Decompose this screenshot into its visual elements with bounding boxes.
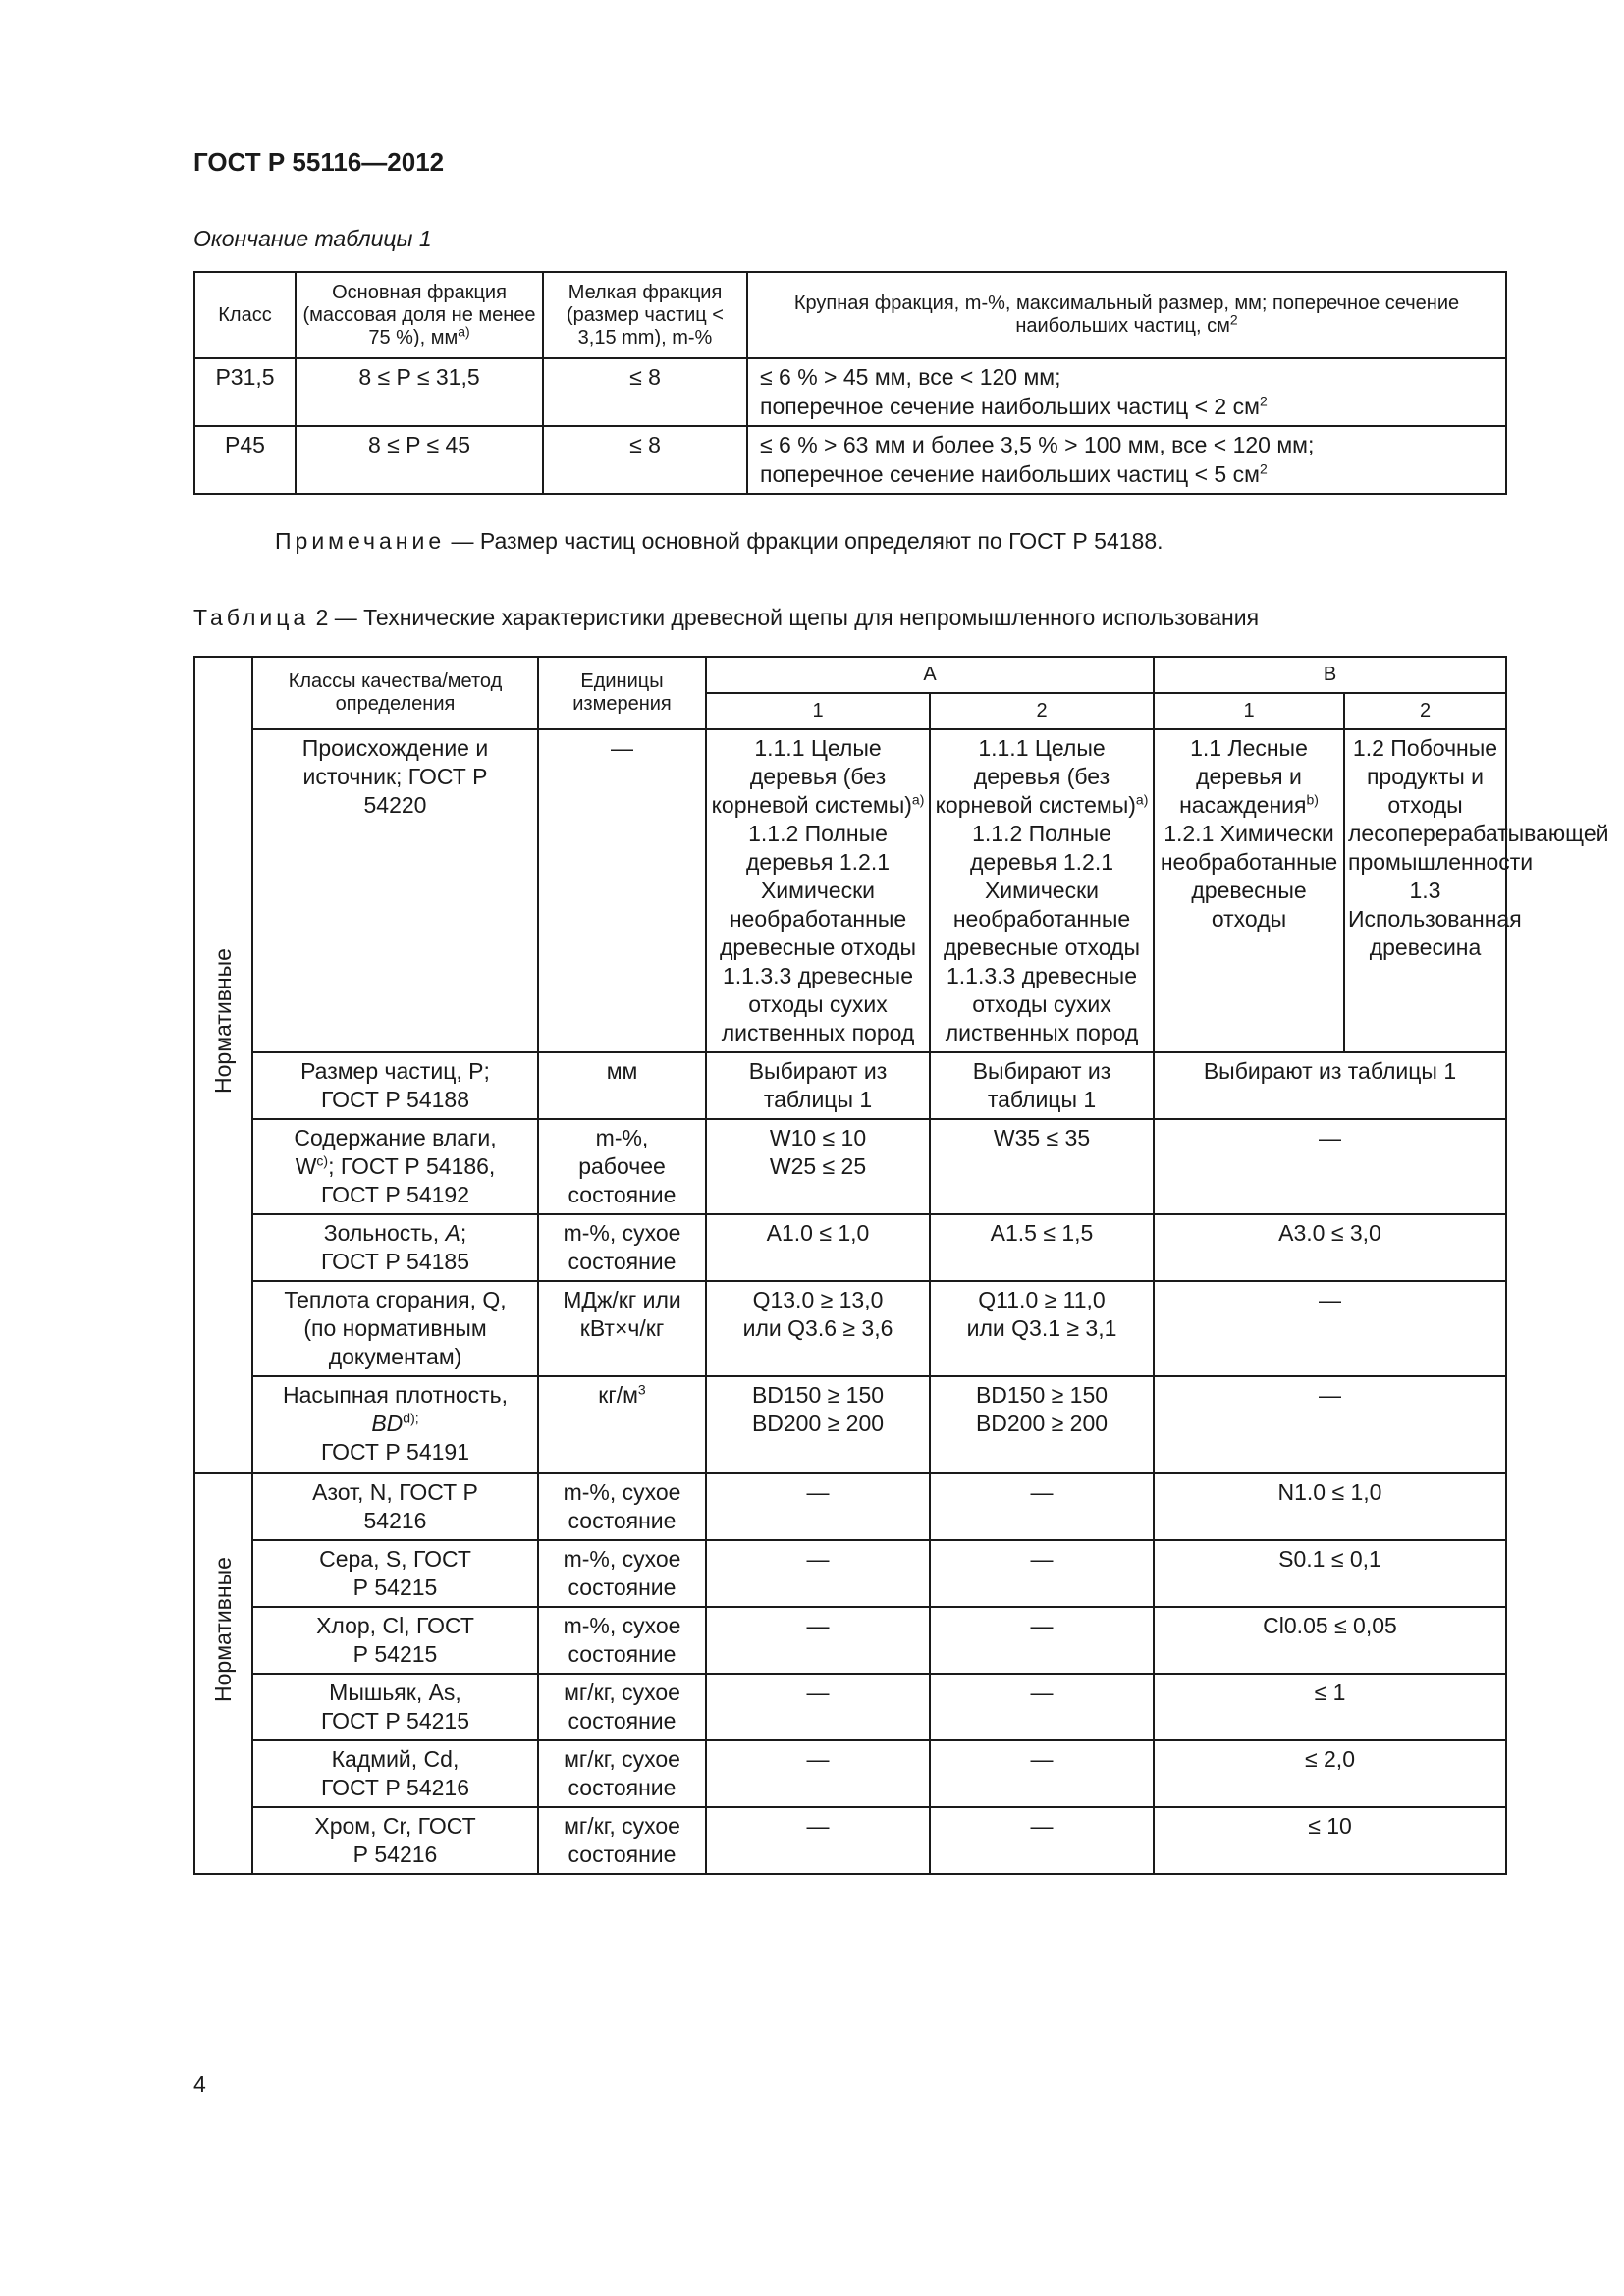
t1-header-class: Класс [194, 272, 296, 358]
document-header: ГОСТ Р 55116—2012 [193, 147, 445, 177]
t2-header-A: А [706, 657, 1154, 693]
t1-header-fine-fraction: Мелкая фракция (размер частиц < 3,15 mm), m-% [543, 272, 747, 358]
t1-coarse: ≤ 6 % > 63 мм и более 3,5 % > 100 мм, все < 120 мм; поперечное сечение наибольших частиц < 5 $см^2$ [747, 426, 1506, 494]
element-units: m-%, сухое состояние [538, 1540, 706, 1607]
size-property: Размер частиц, P; ГОСТ Р 54188 [252, 1052, 538, 1119]
size-a1: Выбирают из таблицы 1 [706, 1052, 930, 1119]
element-a2: — [930, 1807, 1154, 1874]
table-row [194, 1214, 1506, 1281]
ash-units: m-%, сухое состояние [538, 1214, 706, 1281]
t1-class: P31,5 [194, 358, 296, 426]
table-row [194, 1473, 1506, 1540]
origin-property: Происхождение и источник; ГОСТ Р 54220 [252, 729, 538, 1052]
origin-a2: 1.1.1 Целые деревья (без корневой системы)$^{а)}$ 1.1.2 Полные деревья 1.2.1 Химически необработанные древесные отходы 1.1.3.3 древесные отходы сухих лиственных пород [930, 729, 1154, 1052]
element-b: ≤ 2,0 [1154, 1740, 1506, 1807]
table-row [194, 1052, 1506, 1119]
t2-header-A2: 2 [930, 693, 1154, 729]
group-normative-1: Нормативные [194, 657, 252, 1473]
origin-b1: 1.1 Лесные деревья и насаждения$^{b)}$ 1.2.1 Химически необработанные древесные отходы [1154, 729, 1344, 1052]
element-a2: — [930, 1740, 1154, 1807]
element-b: ≤ 1 [1154, 1674, 1506, 1740]
element-a1: — [706, 1807, 930, 1874]
group-normative-2: Нормативные [194, 1473, 252, 1874]
table1-note: Примечание — Размер частиц основной фракции определяют по ГОСТ Р 54188. [275, 528, 1164, 554]
table1 [193, 271, 1507, 495]
t2-header-units: Единицы измерения [538, 657, 706, 729]
density-property: Насыпная плотность, $BD^{d);}$ ГОСТ Р 54191 [252, 1376, 538, 1473]
table-row [194, 1607, 1506, 1674]
ash-b: A3.0 ≤ 3,0 [1154, 1214, 1506, 1281]
origin-b2: 1.2 Побочные продукты и отходы лесоперерабатывающей промышленности 1.3 Использованная древесина [1344, 729, 1506, 1052]
page-number: 4 [193, 2071, 206, 2097]
ash-a2: A1.5 ≤ 1,5 [930, 1214, 1154, 1281]
element-units: мг/кг, сухое состояние [538, 1740, 706, 1807]
size-b: Выбирают из таблицы 1 [1154, 1052, 1506, 1119]
element-a1: — [706, 1473, 930, 1540]
table-row [194, 1674, 1506, 1740]
table2-header-row [194, 657, 1506, 693]
element-property: Мышьяк, As, ГОСТ Р 54215 [252, 1674, 538, 1740]
element-units: мг/кг, сухое состояние [538, 1807, 706, 1874]
t1-header-coarse-fraction: Крупная фракция, m-%, максимальный размер, мм; поперечное сечение наибольших частиц, $см^2$ [747, 272, 1506, 358]
element-a2: — [930, 1674, 1154, 1740]
t1-fine: ≤ 8 [543, 358, 747, 426]
heat-b: — [1154, 1281, 1506, 1376]
element-a2: — [930, 1473, 1154, 1540]
element-b: N1.0 ≤ 1,0 [1154, 1473, 1506, 1540]
table-row [194, 426, 1506, 494]
element-a2: — [930, 1607, 1154, 1674]
moisture-units: m-%, рабочее состояние [538, 1119, 706, 1214]
heat-a1: Q13.0 ≥ 13,0 или Q3.6 ≥ 3,6 [706, 1281, 930, 1376]
ash-a1: A1.0 ≤ 1,0 [706, 1214, 930, 1281]
table-row [194, 1376, 1506, 1473]
element-a1: — [706, 1740, 930, 1807]
t2-header-property: Классы качества/метод определения [252, 657, 538, 729]
element-property: Хлор, Cl, ГОСТ Р 54215 [252, 1607, 538, 1674]
table-row [194, 729, 1506, 1052]
element-property: Кадмий, Cd, ГОСТ Р 54216 [252, 1740, 538, 1807]
t1-fine: ≤ 8 [543, 426, 747, 494]
table-row [194, 1740, 1506, 1807]
moisture-b: — [1154, 1119, 1506, 1214]
table1-header-row [194, 272, 1506, 358]
density-a2: BD150 ≥ 150 BD200 ≥ 200 [930, 1376, 1154, 1473]
t2-header-B2: 2 [1344, 693, 1506, 729]
element-property: Азот, N, ГОСТ Р 54216 [252, 1473, 538, 1540]
element-a1: — [706, 1540, 930, 1607]
heat-units: МДж/кг или кВт×ч/кг [538, 1281, 706, 1376]
density-b: — [1154, 1376, 1506, 1473]
heat-property: Теплота сгорания, Q, (по нормативным документам) [252, 1281, 538, 1376]
moisture-a1: W10 ≤ 10 W25 ≤ 25 [706, 1119, 930, 1214]
table2 [193, 656, 1609, 1875]
t1-class: P45 [194, 426, 296, 494]
t1-header-main-fraction: Основная фракция (массовая доля не менее 75 %), $мм^{а)}$ [296, 272, 543, 358]
ash-property: Зольность, A; ГОСТ Р 54185 [252, 1214, 538, 1281]
t1-main: 8 ≤ P ≤ 45 [296, 426, 543, 494]
moisture-property: Содержание влаги, $W^{с)}$; ГОСТ Р 54186, ГОСТ Р 54192 [252, 1119, 538, 1214]
t1-coarse: ≤ 6 % > 45 мм, все < 120 мм; поперечное сечение наибольших частиц < 2 $см^2$ [747, 358, 1506, 426]
element-a2: — [930, 1540, 1154, 1607]
t2-header-B: В [1154, 657, 1506, 693]
origin-units: — [538, 729, 706, 1052]
t2-header-B1: 1 [1154, 693, 1344, 729]
element-a1: — [706, 1674, 930, 1740]
table-row [194, 1281, 1506, 1376]
table1-continuation-caption: Окончание таблицы 1 [193, 226, 432, 251]
table-row [194, 1119, 1506, 1214]
element-b: ≤ 10 [1154, 1807, 1506, 1874]
element-units: m-%, сухое состояние [538, 1473, 706, 1540]
element-b: S0.1 ≤ 0,1 [1154, 1540, 1506, 1607]
element-units: m-%, сухое состояние [538, 1607, 706, 1674]
t1-main: 8 ≤ P ≤ 31,5 [296, 358, 543, 426]
element-property: Сера, S, ГОСТ Р 54215 [252, 1540, 538, 1607]
element-b: Cl0.05 ≤ 0,05 [1154, 1607, 1506, 1674]
size-a2: Выбирают из таблицы 1 [930, 1052, 1154, 1119]
t2-header-A1: 1 [706, 693, 930, 729]
moisture-a2: W35 ≤ 35 [930, 1119, 1154, 1214]
origin-a1: 1.1.1 Целые деревья (без корневой системы)$^{а)}$ 1.1.2 Полные деревья 1.2.1 Химически необработанные древесные отходы 1.1.3.3 древесные отходы сухих лиственных пород [706, 729, 930, 1052]
table-row [194, 358, 1506, 426]
heat-a2: Q11.0 ≥ 11,0 или Q3.1 ≥ 3,1 [930, 1281, 1154, 1376]
table2-caption: Таблица 2 — Технические характеристики древесной щепы для непромышленного использования [193, 605, 1260, 630]
element-units: мг/кг, сухое состояние [538, 1674, 706, 1740]
density-units: $кг/м^3$ [538, 1376, 706, 1473]
element-a1: — [706, 1607, 930, 1674]
size-units: мм [538, 1052, 706, 1119]
element-property: Хром, Cr, ГОСТ Р 54216 [252, 1807, 538, 1874]
density-a1: BD150 ≥ 150 BD200 ≥ 200 [706, 1376, 930, 1473]
table-row [194, 1540, 1506, 1607]
table-row [194, 1807, 1506, 1874]
